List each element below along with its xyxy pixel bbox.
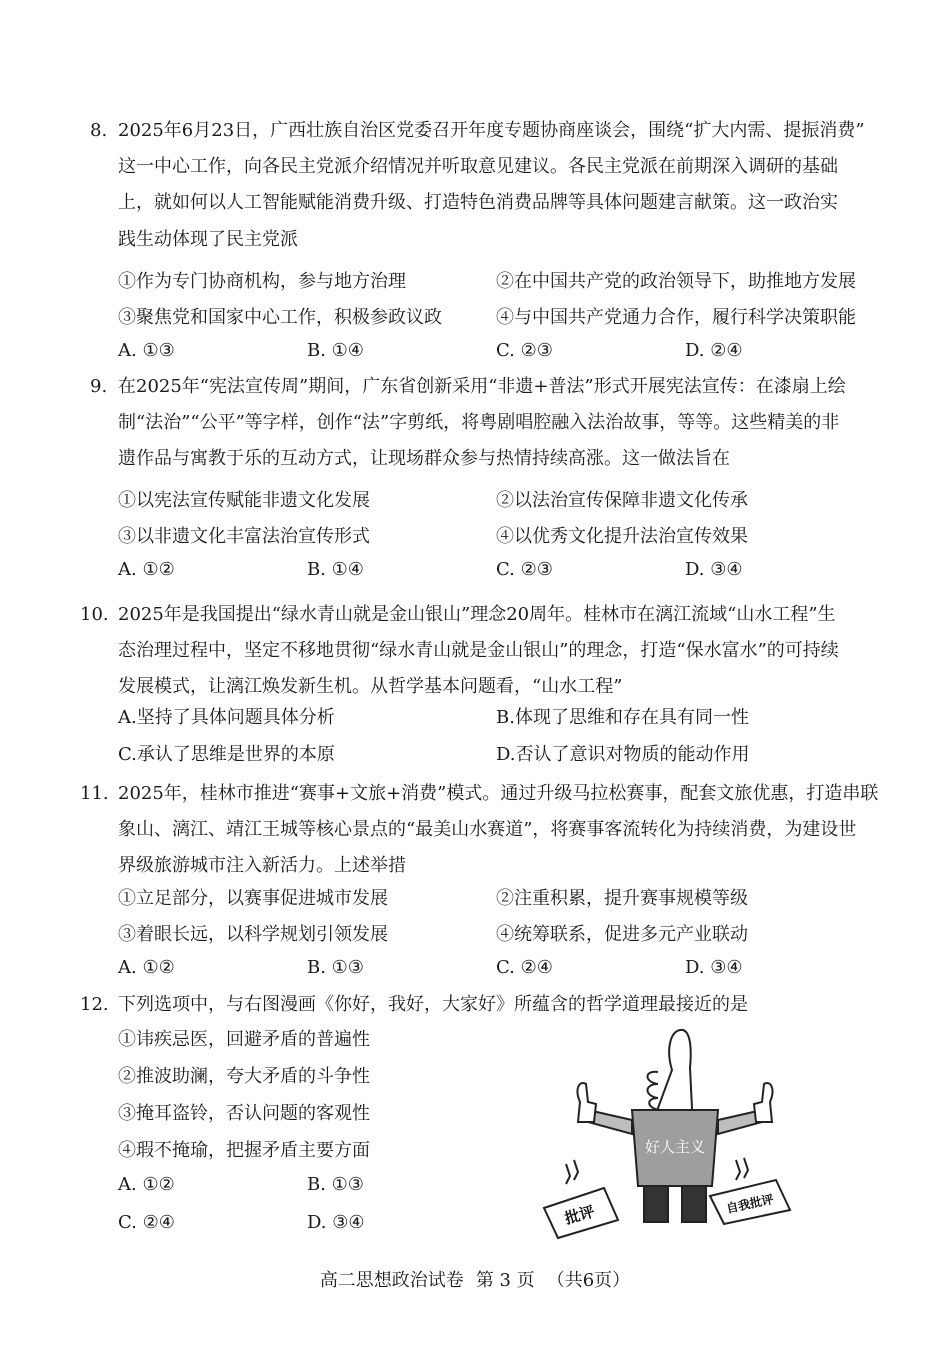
- answer-choice-a: A. ①②: [118, 1174, 175, 1195]
- answer-choice-d: D. ③④: [685, 559, 743, 580]
- answer-option-c: C.承认了思维是世界的本原: [118, 744, 335, 765]
- answer-choice-d: D. ③④: [307, 1212, 365, 1233]
- cartoon-paper-left-text: 批评: [562, 1202, 597, 1228]
- statement-option: ③掩耳盗铃，否认问题的客观性: [118, 1103, 370, 1124]
- question-stem-line: 下列选项中，与右图漫画《你好，我好，大家好》所蕴含的哲学道理最接近的是: [118, 994, 748, 1015]
- question-stem-line: 这一中心工作，向各民主党派介绍情况并听取意见建议。各民主党派在前期深入调研的基础: [118, 156, 838, 177]
- statement-option: ④与中国共产党通力合作，履行科学决策职能: [496, 307, 856, 328]
- answer-option-a: A.坚持了具体问题具体分析: [118, 707, 335, 728]
- answer-choice-c: C. ②③: [496, 340, 553, 361]
- answer-choice-a: A. ①③: [118, 340, 175, 361]
- question-stem-line: 上，就如何以人工智能赋能消费升级、打造特色消费品牌等具体问题建言献策。这一政治实: [118, 192, 838, 213]
- statement-option: ①以宪法宣传赋能非遗文化发展: [118, 490, 370, 511]
- question-stem-line: 遗作品与寓教于乐的互动方式，让现场群众参与热情持续高涨。这一做法旨在: [118, 448, 730, 469]
- statement-option: ③聚焦党和国家中心工作，积极参政议政: [118, 307, 442, 328]
- statement-option: ②以法治宣传保障非遗文化传承: [496, 490, 748, 511]
- question-stem-line: 2025年，桂林市推进“赛事+文旅+消费”模式。通过升级马拉松赛事，配套文旅优惠，打造串联: [118, 783, 879, 804]
- answer-choice-d: D. ③④: [685, 957, 743, 978]
- question-number: 8.: [90, 120, 108, 141]
- question-stem-line: 2025年6月23日，广西壮族自治区党委召开年度专题协商座谈会，围绕“扩大内需、提振消费”: [118, 120, 865, 141]
- footer-page: 第 3 页: [475, 1270, 535, 1291]
- question-stem-line: 态治理过程中，坚定不移地贯彻“绿水青山就是金山银山”的理念，打造“保水富水”的可持续: [118, 640, 839, 661]
- statement-option: ④统筹联系，促进多元产业联动: [496, 924, 748, 945]
- question-number: 9.: [90, 376, 108, 397]
- question-stem-line: 发展模式，让漓江焕发新生机。从哲学基本问题看，“山水工程”: [118, 676, 623, 697]
- cartoon-paper-right-text: 自我批评: [725, 1192, 775, 1216]
- question-stem-line: 践生动体现了民主党派: [118, 229, 298, 250]
- statement-option: ③着眼长远，以科学规划引领发展: [118, 924, 388, 945]
- statement-option: ②在中国共产党的政治领导下，助推地方发展: [496, 271, 856, 292]
- answer-choice-a: A. ①②: [118, 957, 175, 978]
- statement-option: ②推波助澜，夸大矛盾的斗争性: [118, 1066, 370, 1087]
- answer-choice-b: B. ①③: [307, 1174, 364, 1195]
- question-number: 10.: [80, 604, 109, 625]
- cartoon-shirt-text: 好人主义: [644, 1138, 706, 1156]
- answer-choice-d: D. ②④: [685, 340, 743, 361]
- page-footer: [0, 1266, 950, 1292]
- answer-choice-b: B. ①④: [307, 559, 364, 580]
- statement-option: ①立足部分，以赛事促进城市发展: [118, 888, 388, 909]
- question-number: 12.: [80, 994, 109, 1015]
- answer-choice-c: C. ②④: [496, 957, 553, 978]
- statement-option: ③以非遗文化丰富法治宣传形式: [118, 526, 370, 547]
- question-number: 11.: [80, 783, 109, 804]
- question-stem-line: 象山、漓江、靖江王城等核心景点的“最美山水赛道”，将赛事客流转化为持续消费，为建设世: [118, 819, 857, 840]
- answer-option-d: D.否认了意识对物质的能动作用: [496, 744, 750, 765]
- statement-option: ④瑕不掩瑜，把握矛盾主要方面: [118, 1140, 370, 1161]
- answer-choice-a: A. ①②: [118, 559, 175, 580]
- statement-option: ②注重积累，提升赛事规模等级: [496, 888, 748, 909]
- answer-choice-c: C. ②④: [118, 1212, 175, 1233]
- statement-option: ①讳疾忌医，回避矛盾的普遍性: [118, 1029, 370, 1050]
- question-stem-line: 界级旅游城市注入新活力。上述举措: [118, 855, 406, 876]
- answer-option-b: B.体现了思维和存在具有同一性: [496, 707, 749, 728]
- footer-subject: 高二思想政治试卷: [319, 1270, 464, 1291]
- answer-choice-b: B. ①④: [307, 340, 364, 361]
- cartoon-illustration: [540, 1010, 810, 1240]
- question-stem-line: 制“法治”“公平”等字样，创作“法”字剪纸，将粤剧唱腔融入法治故事，等等。这些精美的非: [118, 412, 840, 433]
- footer-total: （共6页）: [546, 1270, 631, 1291]
- answer-choice-b: B. ①③: [307, 957, 364, 978]
- question-stem-line: 2025年是我国提出“绿水青山就是金山银山”理念20周年。桂林市在漓江流域“山水工程”生: [118, 604, 836, 625]
- statement-option: ④以优秀文化提升法治宣传效果: [496, 526, 748, 547]
- statement-option: ①作为专门协商机构，参与地方治理: [118, 271, 406, 292]
- answer-choice-c: C. ②③: [496, 559, 553, 580]
- question-stem-line: 在2025年“宪法宣传周”期间，广东省创新采用“非遗+普法”形式开展宪法宣传：在漆扇上绘: [118, 376, 846, 397]
